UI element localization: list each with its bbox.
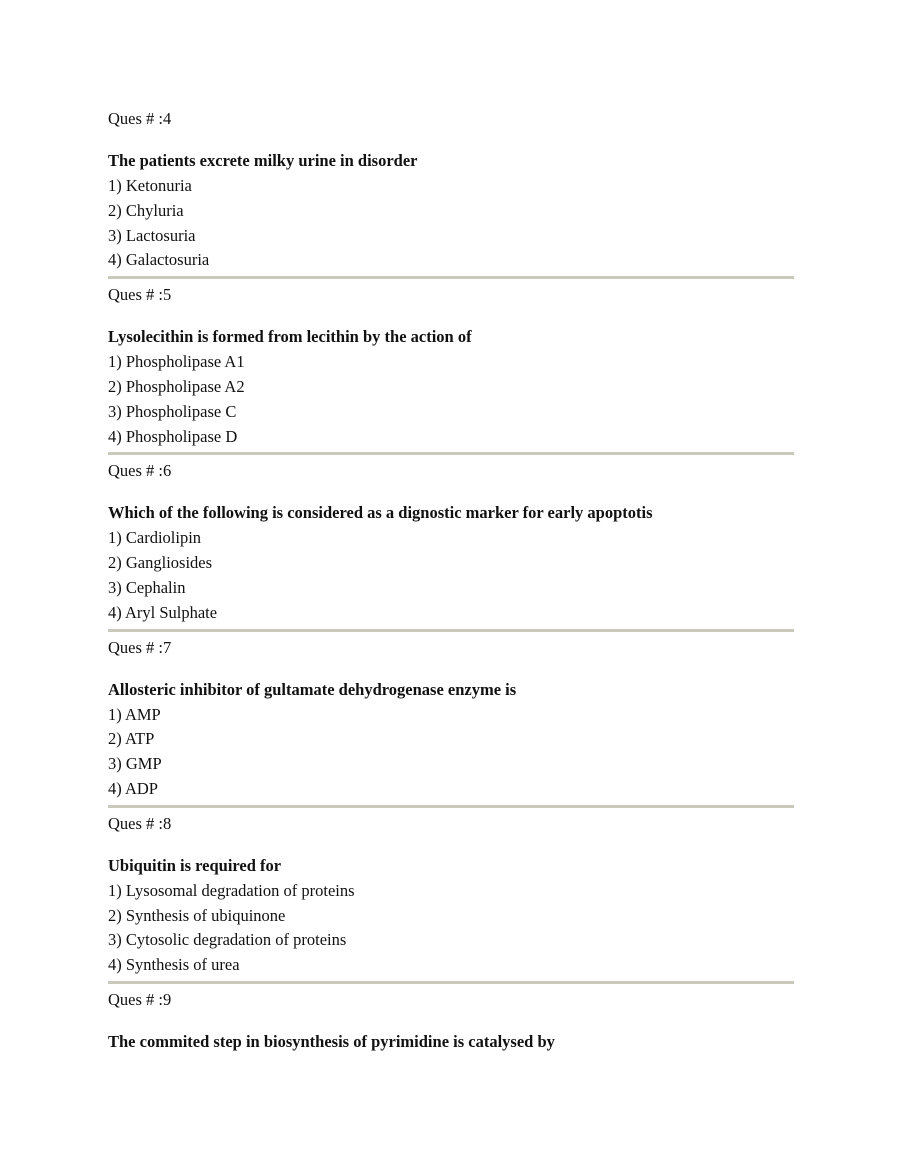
answer-option: 3) GMP xyxy=(108,754,162,774)
answer-option: 2) Synthesis of ubiquinone xyxy=(108,905,286,925)
question-divider xyxy=(108,805,794,808)
question-block xyxy=(108,988,794,1054)
question-block xyxy=(108,812,794,984)
question-divider xyxy=(108,452,794,455)
question-number: Ques # :8 xyxy=(108,813,172,833)
answer-option: 1) Lysosomal degradation of proteins xyxy=(108,880,355,900)
answer-option: 2) Phospholipase A2 xyxy=(108,376,245,396)
answer-option: 3) Lactosuria xyxy=(108,225,196,245)
answer-option: 4) ADP xyxy=(108,778,158,798)
question-block xyxy=(108,107,794,279)
answer-option: 2) Gangliosides xyxy=(108,553,213,573)
answer-option: 1) Ketonuria xyxy=(108,176,192,195)
answer-option: 1) Cardiolipin xyxy=(108,528,202,548)
question-number: Ques # :4 xyxy=(108,109,172,128)
answer-option: 3) Phospholipase C xyxy=(108,401,237,421)
question-page xyxy=(108,107,794,1055)
question-number: Ques # :6 xyxy=(108,461,172,481)
question-text: Which of the following is considered as a dignostic marker for early apoptotis xyxy=(108,503,653,523)
answer-option: 3) Cytosolic degradation of proteins xyxy=(108,930,347,950)
answer-option: 4) Aryl Sulphate xyxy=(108,602,218,622)
question-divider xyxy=(108,276,794,279)
answer-option: 1) Phospholipase A1 xyxy=(108,352,245,372)
answer-option: 1) AMP xyxy=(108,704,161,724)
question-text: Allosteric inhibitor of gultamate dehydrogenase enzyme is xyxy=(108,679,517,699)
answer-option: 3) Cephalin xyxy=(108,577,186,597)
question-text: The patients excrete milky urine in disorder xyxy=(108,151,418,170)
question-number: Ques # :5 xyxy=(108,285,172,305)
question-block xyxy=(108,459,794,631)
answer-option: 4) Galactosuria xyxy=(108,250,210,270)
answer-option: 2) Chyluria xyxy=(108,200,184,220)
question-number: Ques # :9 xyxy=(108,989,172,1009)
question-text: The commited step in biosynthesis of pyrimidine is catalysed by xyxy=(108,1031,555,1051)
question-text: Lysolecithin is formed from lecithin by the action of xyxy=(108,327,472,347)
question-text: Ubiquitin is required for xyxy=(108,855,282,875)
question-block xyxy=(108,283,794,455)
question-divider xyxy=(108,629,794,632)
answer-option: 4) Synthesis of urea xyxy=(108,955,240,975)
answer-option: 4) Phospholipase D xyxy=(108,426,238,446)
question-block xyxy=(108,636,794,808)
question-divider xyxy=(108,981,794,984)
question-number: Ques # :7 xyxy=(108,637,172,657)
answer-option: 2) ATP xyxy=(108,729,155,749)
